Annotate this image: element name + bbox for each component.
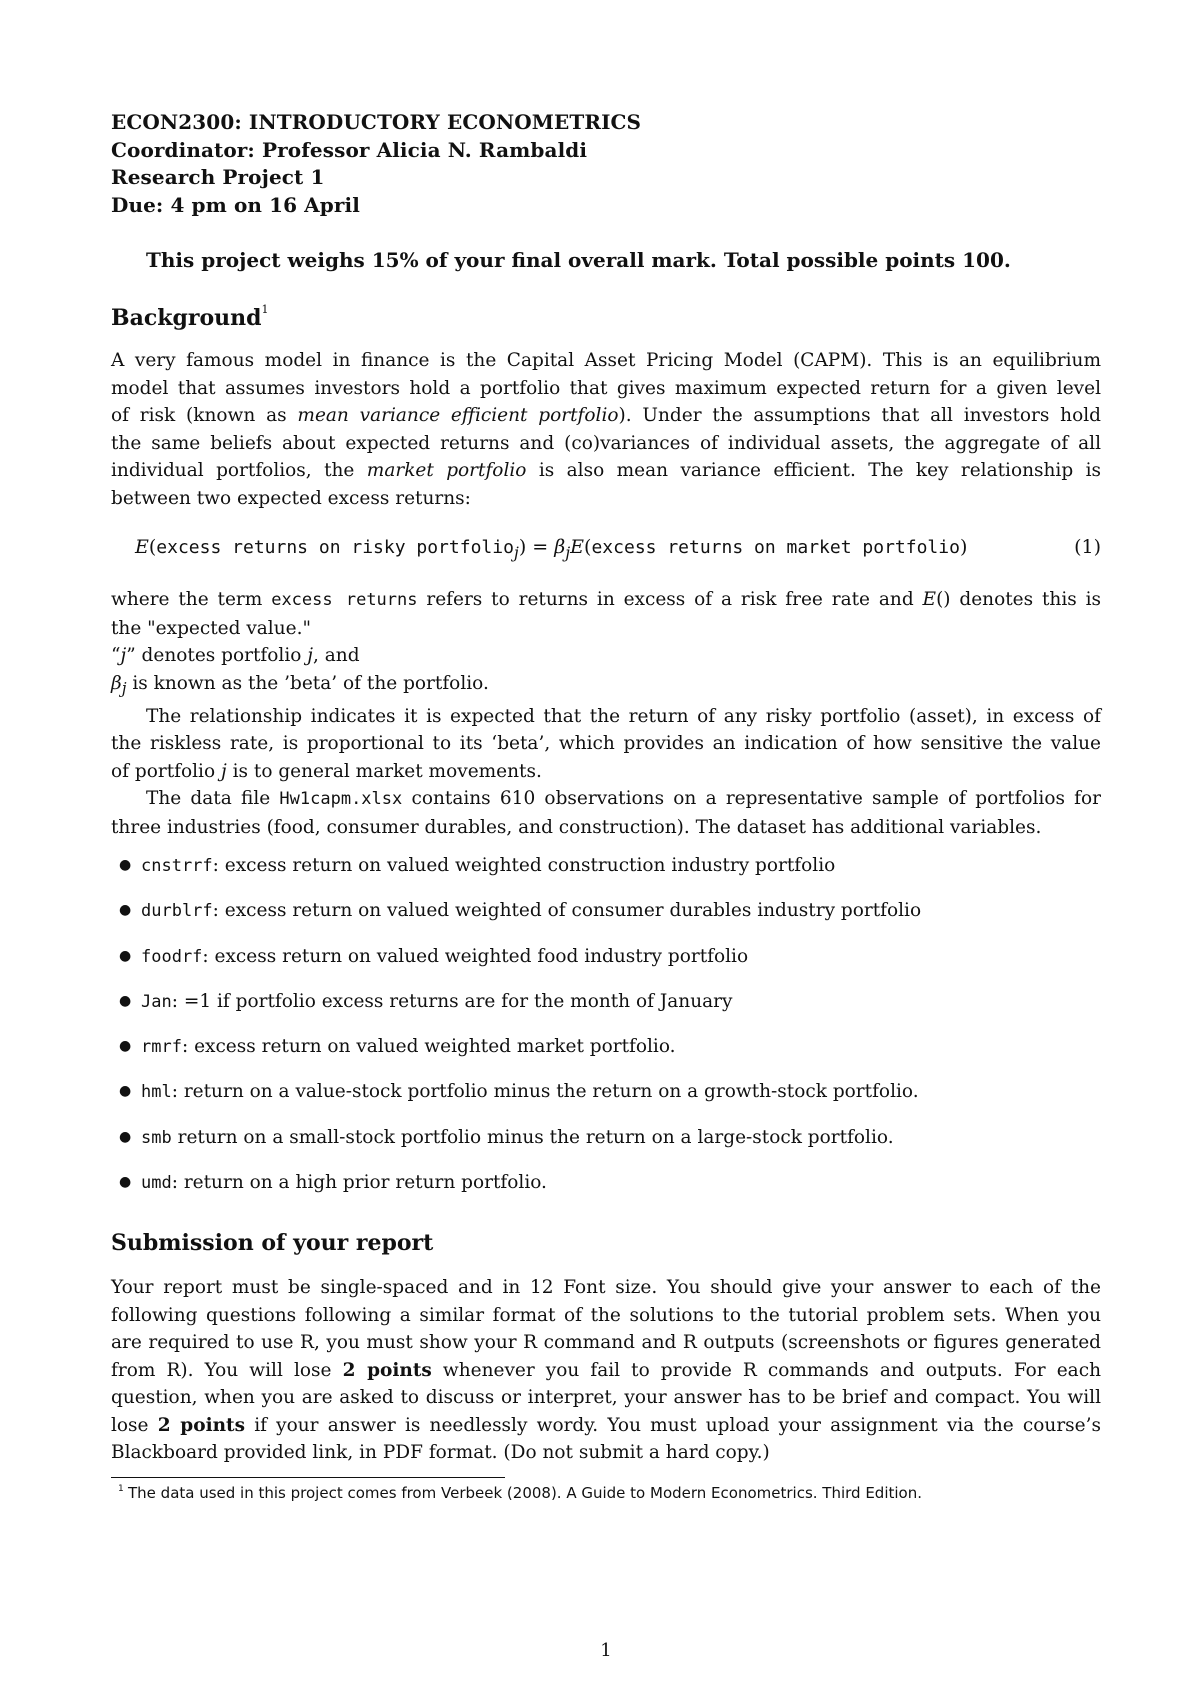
intro-text: is also mean variance efficient. The key relationship is <box>526 460 1102 481</box>
variable-name: rmrf <box>141 1037 182 1058</box>
intro-text: A very famous model in finance is the Capital Asset Pricing Model (CAPM). This is an equilibrium <box>111 350 1101 371</box>
variable-description: : excess return on valued weighted food industry portfolio <box>202 945 749 967</box>
submission-line: following questions following a similar format of the solutions to the tutorial problem sets. When you <box>111 1304 1101 1326</box>
intro-text: of risk (known as <box>111 405 298 426</box>
submission-line: Blackboard provided link, in PDF format. (Do not submit a hard copy.) <box>111 1442 770 1463</box>
def-symbol: β <box>111 672 122 694</box>
submission-line: question, when you are asked to discuss or interpret, your answer has to be brief and compact. You will <box>111 1387 1101 1408</box>
eq-equals: = <box>532 536 549 558</box>
list-item <box>111 1124 921 1169</box>
intro-line <box>111 485 1101 513</box>
list-item <box>111 1078 921 1123</box>
variable-name: Jan <box>141 991 172 1012</box>
list-item <box>111 943 921 988</box>
list-item <box>111 1169 921 1214</box>
list-item <box>111 988 921 1033</box>
intro-line <box>111 347 1101 375</box>
eq-subscript: j <box>513 542 519 562</box>
intro-text: between two expected excess returns: <box>111 487 471 509</box>
submission-text: from R). You will lose <box>111 1359 343 1381</box>
def-line <box>111 758 1101 786</box>
submission-heading: Submission of your report <box>111 1230 434 1256</box>
def-symbol: j <box>220 760 227 782</box>
submission-line <box>111 1357 1101 1385</box>
eq-lhs-text: excess returns on risky portfolio <box>156 537 514 558</box>
def-line: the "expected value." <box>111 617 311 639</box>
list-item <box>111 852 921 897</box>
eq-rhs-text: excess returns on market portfolio <box>591 537 960 558</box>
def-line <box>111 586 1101 615</box>
intro-emphasis: mean variance efficient portfolio <box>297 405 619 426</box>
variable-name: umd <box>141 1173 172 1194</box>
variable-description: : excess return on valued weighted of consumer durables industry portfolio <box>212 900 922 922</box>
bullet-icon: ● <box>119 992 132 1009</box>
penalty-points: 2 points <box>342 1359 432 1381</box>
capm-equation: E(excess returns on risky portfolio$_j$) = $\beta_jE(excess$ returns on market portfolio) (1) <box>135 536 1101 562</box>
bullet-icon: ● <box>119 857 132 873</box>
def-text: , and <box>313 645 360 666</box>
penalty-points: 2 points <box>157 1414 246 1436</box>
variable-name: smb <box>141 1127 172 1148</box>
intro-text: individual portfolios, the <box>111 460 367 481</box>
eq-subscript: j <box>565 542 571 562</box>
intro-line <box>111 375 1101 403</box>
intro-line <box>111 457 1101 485</box>
def-text: ” denotes portfolio <box>126 645 308 666</box>
submission-line: are required to use R, you must show your R command and R outputs (screenshots or figures generated <box>111 1332 1101 1353</box>
intro-line <box>111 402 1101 430</box>
def-line: three industries (food, consumer durables, and construction). The dataset has additional variables. <box>111 816 1042 838</box>
variable-description: : return on a high prior return portfolio. <box>171 1172 547 1194</box>
intro-text: the same beliefs about expected returns and (co)variances of individual assets, the aggregate of all <box>111 432 1101 454</box>
eq-beta: β <box>554 536 566 558</box>
due-date: Due: 4 pm on 16 April <box>111 192 360 217</box>
bullet-icon: ● <box>119 902 132 919</box>
bullet-icon: ● <box>119 1128 132 1145</box>
equation-number: (1) <box>1074 536 1101 558</box>
def-line <box>111 642 1101 670</box>
eq-expectation-symbol: E <box>570 536 585 558</box>
background-title: Background <box>111 305 262 331</box>
variable-name: durblrf <box>141 901 213 922</box>
document-page <box>111 0 1101 1696</box>
data-file-name: Hw1capm.xlsx <box>279 789 403 810</box>
submission-line <box>111 1412 1101 1440</box>
variable-name: cnstrrf <box>141 856 213 876</box>
def-line <box>111 785 1101 814</box>
bullet-icon: ● <box>119 1083 132 1100</box>
course-title: ECON2300: INTRODUCTORY ECONOMETRICS <box>111 110 642 134</box>
bullet-icon: ● <box>119 947 132 964</box>
submission-text: lose <box>111 1414 158 1436</box>
background-footnote-mark: 1 <box>261 303 269 316</box>
footnote-mark: 1 <box>118 1484 124 1494</box>
variable-description: : excess return on valued weighted construction industry portfolio <box>212 855 836 876</box>
variable-name: foodrf <box>141 946 203 967</box>
def-symbol: j <box>307 645 314 666</box>
def-term: excess returns <box>271 590 418 610</box>
bullet-icon: ● <box>119 1038 132 1055</box>
page-number: 1 <box>600 1640 612 1661</box>
variable-list <box>111 852 921 1214</box>
def-text: is known as the ’beta’ of the portfolio. <box>126 672 489 694</box>
def-symbol: E <box>922 589 937 610</box>
def-line <box>111 670 1101 703</box>
project-title: Research Project 1 <box>111 165 325 189</box>
list-item <box>111 897 921 942</box>
footnote-divider <box>111 1477 505 1478</box>
def-subscript: j <box>121 679 127 698</box>
def-text: “ <box>111 645 121 666</box>
coordinator-line: Coordinator: Professor Alicia N. Rambaldi <box>111 137 588 162</box>
def-text: The data file <box>146 788 280 810</box>
def-symbol: j <box>120 645 127 666</box>
def-text: contains 610 observations on a representative sample of portfolios for <box>402 788 1102 810</box>
intro-text: ). Under the assumptions that all investors hold <box>618 405 1101 426</box>
document-header <box>111 109 641 219</box>
background-intro <box>111 347 1101 512</box>
submission-body <box>111 1274 1101 1467</box>
submission-text: whenever you fail to provide R commands and outputs. For each <box>431 1359 1101 1381</box>
def-text: where the term <box>111 589 272 610</box>
def-text: of portfolio <box>111 760 221 782</box>
variable-description: return on a small-stock portfolio minus the return on a large-stock portfolio. <box>171 1126 894 1148</box>
def-line: The relationship indicates it is expected that the return of any risky portfolio (asset), in excess of <box>146 705 1101 727</box>
footnote <box>118 1484 922 1502</box>
variable-description: : return on a value-stock portfolio minus the return on a growth-stock portfolio. <box>171 1081 919 1103</box>
def-line: the riskless rate, is proportional to its ‘beta’, which provides an indication of how sensitive the value <box>111 733 1101 755</box>
intro-line <box>111 430 1101 458</box>
submission-line: Your report must be single-spaced and in 12 Font size. You should give your answer to each of the <box>111 1277 1101 1298</box>
submission-text: if your answer is needlessly wordy. You must upload your assignment via the course’s <box>245 1414 1101 1436</box>
def-text: () denotes this is <box>936 589 1102 610</box>
def-text: refers to returns in excess of a risk free rate and <box>417 589 923 610</box>
eq-expectation-symbol: E <box>135 536 149 558</box>
list-item <box>111 1033 921 1078</box>
background-heading <box>111 305 269 331</box>
bullet-icon: ● <box>119 1174 132 1191</box>
weight-note: This project weighs 15% of your final overall mark. Total possible points 100. <box>146 248 1011 272</box>
variable-description: : =1 if portfolio excess returns are for the month of January <box>171 990 733 1012</box>
footnote-text: The data used in this project comes from Verbeek (2008). A Guide to Modern Econometrics. Third Edition. <box>128 1484 922 1502</box>
intro-emphasis: market portfolio <box>366 460 527 481</box>
variable-name: hml <box>141 1082 172 1103</box>
intro-text: model that assumes investors hold a portfolio that gives maximum expected return for a given level <box>111 377 1101 399</box>
variable-description: : excess return on valued weighted market portfolio. <box>181 1036 676 1058</box>
definitions-block <box>111 586 1101 841</box>
def-text: is to general market movements. <box>226 760 542 782</box>
